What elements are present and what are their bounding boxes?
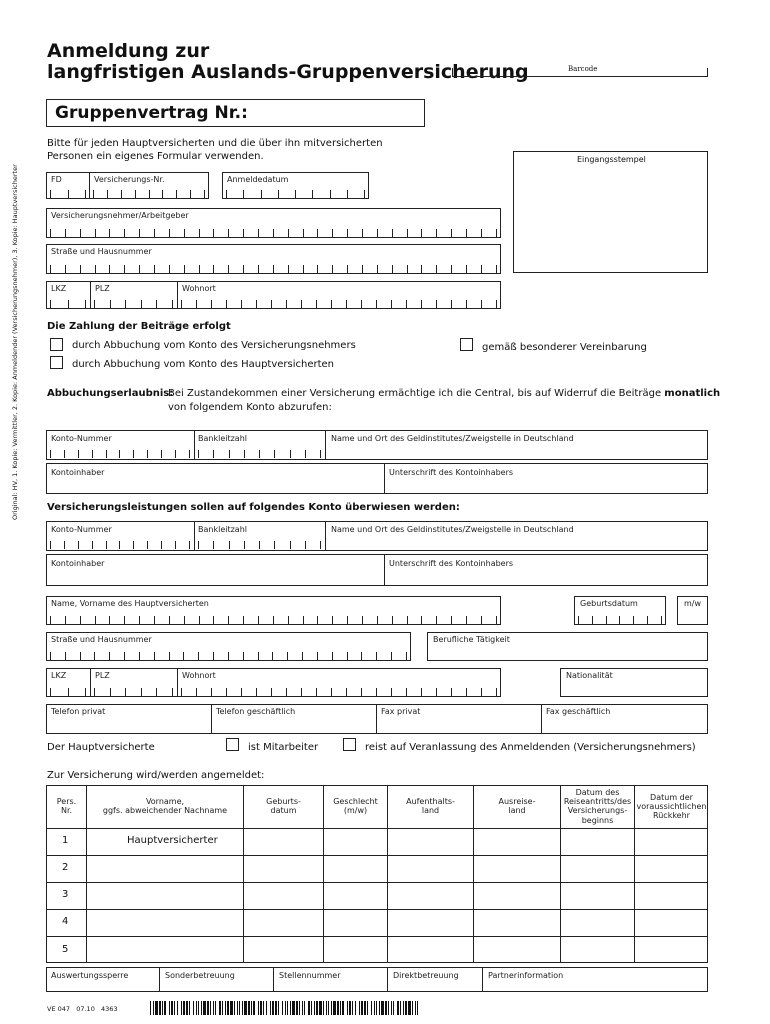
barcode-bar xyxy=(323,1001,324,1015)
barcode-bar xyxy=(150,1001,151,1015)
barcode-bar xyxy=(349,1001,351,1015)
col-header-beginn-2: Reiseantritts/des xyxy=(563,797,632,807)
barcode-bar xyxy=(225,1001,226,1015)
instruction-line1: Bitte für jeden Hauptversicherten und die über ihn mitversicherten xyxy=(47,138,383,149)
barcode-bar xyxy=(285,1001,286,1015)
barcode-bar xyxy=(242,1001,243,1015)
barcode-bar xyxy=(181,1001,182,1015)
barcode-bar xyxy=(302,1001,303,1015)
hv-geburtsdatum-ticks xyxy=(578,616,662,624)
barcode-bar xyxy=(405,1001,407,1015)
barcode-bar xyxy=(415,1001,416,1015)
hv-fax-privat-label[interactable]: Fax privat xyxy=(381,707,421,716)
barcode-bar xyxy=(355,1001,356,1015)
hv-lkz-label: LKZ xyxy=(51,671,67,680)
row-1-name[interactable]: Hauptversicherter xyxy=(127,835,218,846)
footer-stellennummer[interactable]: Stellennummer xyxy=(279,971,341,980)
abbuchung-text2: von folgendem Konto abzurufen: xyxy=(168,402,332,413)
barcode-bar xyxy=(388,1001,389,1015)
barcode-bar xyxy=(266,1001,267,1015)
barcode-bar xyxy=(314,1001,315,1015)
barcode-bar xyxy=(282,1001,283,1015)
barcode-bar xyxy=(316,1001,318,1015)
plz-ticks[interactable] xyxy=(94,300,173,308)
konto1-inhaber-label: Kontoinhaber xyxy=(51,468,105,477)
plz-label: PLZ xyxy=(95,284,110,293)
barcode-bar xyxy=(213,1001,214,1015)
fd-label: FD xyxy=(51,175,62,184)
veranlassung-checkbox[interactable] xyxy=(343,738,356,751)
barcode-bar xyxy=(263,1001,264,1015)
vn-arbeitgeber-label: Versicherungsnehmer/Arbeitgeber xyxy=(51,211,189,220)
konto2-row2 xyxy=(46,554,708,586)
barcode-bar xyxy=(331,1001,332,1015)
col-header-rueckkehr-3: Rückkehr xyxy=(653,811,690,821)
barcode-bar xyxy=(278,1001,279,1015)
barcode-bar xyxy=(340,1001,341,1015)
konto1-unterschrift-label: Unterschrift des Kontoinhabers xyxy=(389,468,514,477)
konto1-row2 xyxy=(46,463,708,494)
hv-lkz-ticks[interactable] xyxy=(50,688,86,696)
barcode-bar xyxy=(186,1001,188,1015)
barcode-bar xyxy=(361,1001,363,1015)
barcode-graphic xyxy=(150,1001,420,1015)
barcode-bar xyxy=(311,1001,312,1015)
barcode-bar xyxy=(234,1001,235,1015)
barcode-label: Barcode xyxy=(568,65,598,73)
barcode-bar xyxy=(270,1001,271,1015)
col-header-beginn-4: beginns xyxy=(581,815,614,825)
barcode-bar xyxy=(408,1001,411,1015)
col-header-beginn-3: Versicherungs- xyxy=(567,806,628,816)
barcode-bar xyxy=(210,1001,211,1015)
fd-ticks xyxy=(50,190,86,198)
barcode-bar xyxy=(391,1001,392,1015)
barcode-bar xyxy=(292,1001,295,1015)
row-4-nr: 4 xyxy=(62,916,69,927)
hv-beruf-label: Berufliche Tätigkeit xyxy=(433,635,510,644)
konto1-nummer-label: Konto-Nummer xyxy=(51,434,112,443)
col-header-geburtsdatum-2: datum xyxy=(270,806,297,816)
barcode-bar xyxy=(287,1001,288,1015)
barcode-bar xyxy=(162,1001,163,1015)
barcode-bar xyxy=(393,1001,394,1015)
hv-strasse-ticks xyxy=(50,652,407,660)
col-header-ausreiseland-2: land xyxy=(508,806,526,816)
row-3-nr: 3 xyxy=(62,889,69,900)
barcode-bar xyxy=(253,1001,255,1015)
barcode-bar xyxy=(260,1001,262,1015)
barcode-bar xyxy=(290,1001,291,1015)
wohnort-ticks[interactable] xyxy=(181,300,497,308)
barcode-bar xyxy=(251,1001,252,1015)
vn-arbeitgeber-ticks xyxy=(50,229,497,237)
col-header-geschlecht-2: (m/w) xyxy=(343,806,368,816)
zahlung-vereinbarung-label: gemäß besonderer Vereinbarung xyxy=(482,342,647,353)
barcode-bar xyxy=(201,1001,202,1015)
barcode-bar xyxy=(376,1001,377,1015)
barcode-bar xyxy=(364,1001,366,1015)
col-header-nr-1: Pers. xyxy=(56,797,77,806)
barcode-bar xyxy=(164,1001,166,1015)
barcode-bar xyxy=(374,1001,375,1015)
barcode-bar xyxy=(304,1001,305,1015)
konto2-blz-label: Bankleitzahl xyxy=(198,525,247,534)
lkz-ticks[interactable] xyxy=(50,300,86,308)
side-copy-distribution: Original: HV, 1. Kopie: Vermittler, 2. Kopie: Anmeldender (Versicherungsnehmer), 3. Kopie: Hauptversicherter xyxy=(11,164,19,520)
barcode-bar xyxy=(371,1001,372,1015)
lkz-label: LKZ xyxy=(51,284,67,293)
footer-direktbetreuung[interactable]: Direktbetreuung xyxy=(393,971,459,980)
veranlassung-label: reist auf Veranlassung des Anmeldenden (Versicherungsnehmers) xyxy=(365,742,696,753)
barcode-bar xyxy=(183,1001,185,1015)
mitarbeiter-checkbox[interactable] xyxy=(226,738,239,751)
footer-row xyxy=(46,967,708,992)
barcode-bar xyxy=(215,1001,216,1015)
barcode-bar xyxy=(275,1001,277,1015)
barcode-bar xyxy=(171,1001,173,1015)
barcode-bar xyxy=(198,1001,199,1015)
konto2-nummer-label: Konto-Nummer xyxy=(51,525,112,534)
zahlung-vn-checkbox[interactable] xyxy=(50,338,63,351)
col-header-aufenthaltsland-2: land xyxy=(421,806,440,816)
barcode-bar xyxy=(412,1001,413,1015)
row-5-nr: 5 xyxy=(62,944,69,955)
konto1-blz-label: Bankleitzahl xyxy=(198,434,247,443)
barcode-bar xyxy=(189,1001,190,1015)
zahlung-vn-label: durch Abbuchung vom Konto des Versicherungsnehmers xyxy=(72,340,356,351)
barcode-bar xyxy=(397,1001,399,1015)
barcode-bar xyxy=(296,1001,298,1015)
zahlung-hv-label: durch Abbuchung vom Konto des Hauptversicherten xyxy=(72,359,335,370)
col-header-nr xyxy=(47,797,86,815)
barcode-bar xyxy=(230,1001,233,1015)
barcode-bar xyxy=(272,1001,274,1015)
barcode-bar xyxy=(319,1001,322,1015)
eingangsstempel-label: Eingangsstempel xyxy=(577,155,646,164)
col-header-ausreiseland-1: Ausreise- xyxy=(498,797,536,806)
zahlung-heading: Die Zahlung der Beiträge erfolgt xyxy=(47,321,231,332)
barcode-bar xyxy=(222,1001,223,1015)
anmeldedatum-label: Anmeldedatum xyxy=(227,175,289,184)
barcode-bar xyxy=(244,1001,247,1015)
col-header-name-2: ggfs. abweichender Nachname xyxy=(102,806,228,816)
col-header-geburtsdatum-1: Geburts- xyxy=(266,797,301,806)
barcode-bar xyxy=(153,1001,154,1015)
barcode-bar xyxy=(326,1001,327,1015)
hv-fax-gesch-label[interactable]: Fax geschäftlich xyxy=(546,707,611,716)
hv-strasse-label: Straße und Hausnummer xyxy=(51,635,152,644)
hv-mw-label: m/w xyxy=(684,599,702,608)
barcode-bar xyxy=(352,1001,353,1015)
barcode-bar xyxy=(207,1001,209,1015)
footer-sonderbetreuung[interactable]: Sonderbetreuung xyxy=(165,971,235,980)
col-header-ausreiseland xyxy=(474,797,560,815)
barcode-bar xyxy=(328,1001,329,1015)
form-title-line2: langfristigen Auslands-Gruppenversicherung xyxy=(47,61,529,83)
konto2-unterschrift-label: Unterschrift des Kontoinhabers xyxy=(389,559,514,568)
abbuchung-label: Abbuchungserlaubnis: xyxy=(47,388,174,399)
barcode-bar xyxy=(237,1001,238,1015)
vers-nr-ticks xyxy=(93,190,205,198)
barcode-bar xyxy=(347,1001,348,1015)
konto2-institut-label: Name und Ort des Geldinstitutes/Zweigstelle in Deutschland xyxy=(331,525,574,534)
barcode-bar xyxy=(174,1001,175,1015)
row-2-nr: 2 xyxy=(62,862,69,873)
barcode-bar xyxy=(239,1001,240,1015)
konto2-inhaber-label: Kontoinhaber xyxy=(51,559,105,568)
hv-tel-gesch-label[interactable]: Telefon geschäftlich xyxy=(216,707,296,716)
zahlung-vereinbarung-checkbox[interactable] xyxy=(460,338,473,351)
barcode-bar xyxy=(333,1001,336,1015)
barcode-bar xyxy=(258,1001,259,1015)
hv-tel-privat-label[interactable]: Telefon privat xyxy=(51,707,106,716)
col-header-geschlecht-1: Geschlecht xyxy=(333,797,378,806)
col-header-geburtsdatum xyxy=(244,797,323,815)
barcode-bar xyxy=(227,1001,229,1015)
hv-wohnort-ticks[interactable] xyxy=(181,688,497,696)
abbuchung-text1 xyxy=(168,389,720,399)
konto1-blz-ticks[interactable] xyxy=(198,450,321,458)
konto1-nummer-ticks[interactable] xyxy=(50,450,190,458)
footer-partnerinformation[interactable]: Partnerinformation xyxy=(488,971,564,980)
col-header-geschlecht xyxy=(324,797,387,815)
hv-geburtsdatum-label: Geburtsdatum xyxy=(580,599,638,608)
gruppenvertrag-label: Gruppenvertrag Nr.: xyxy=(55,103,248,123)
leistungen-heading: Versicherungsleistungen sollen auf folgendes Konto überwiesen werden: xyxy=(47,502,460,513)
barcode-bar xyxy=(308,1001,310,1015)
barcode-bar xyxy=(159,1001,161,1015)
col-header-aufenthaltsland-1: Aufenthalts- xyxy=(406,797,455,806)
hv-name-ticks xyxy=(50,616,497,624)
col-header-aufenthaltsland xyxy=(388,797,473,815)
strasse-label: Straße und Hausnummer xyxy=(51,247,152,256)
hv-plz-label: PLZ xyxy=(95,671,110,680)
form-title-line1: Anmeldung zur xyxy=(47,40,210,62)
footer-auswertungssperre[interactable]: Auswertungssperre xyxy=(51,971,129,980)
col-header-rueckkehr xyxy=(635,793,708,821)
col-header-name-1: Vorname, xyxy=(145,797,185,806)
barcode-bar xyxy=(193,1001,194,1015)
barcode-bar xyxy=(337,1001,339,1015)
barcode-bar xyxy=(359,1001,360,1015)
konto1-institut-label: Name und Ort des Geldinstitutes/Zweigstelle in Deutschland xyxy=(331,434,574,443)
konto2-nummer-ticks[interactable] xyxy=(50,541,190,549)
barcode-bar xyxy=(196,1001,197,1015)
barcode-bar xyxy=(400,1001,401,1015)
barcode-bar xyxy=(203,1001,206,1015)
row-1-nr: 1 xyxy=(62,835,69,846)
barcode-bar xyxy=(299,1001,300,1015)
konto2-blz-ticks[interactable] xyxy=(198,541,321,549)
abbuchung-monatlich: monatlich xyxy=(664,388,721,399)
instruction-line2: Personen ein eigenes Formular verwenden. xyxy=(47,151,264,162)
barcode-bar xyxy=(177,1001,178,1015)
barcode-bar xyxy=(379,1001,380,1015)
table-intro: Zur Versicherung wird/werden angemeldet: xyxy=(47,770,265,781)
vers-nr-label: Versicherungs-Nr. xyxy=(94,175,165,184)
barcode-bar xyxy=(219,1001,221,1015)
mitarbeiter-label: ist Mitarbeiter xyxy=(248,742,319,753)
barcode-bar xyxy=(169,1001,170,1015)
col-header-rueckkehr-1: Datum der xyxy=(650,793,693,802)
col-header-rueckkehr-2: voraussichtlichen xyxy=(636,802,707,812)
barcode-bar xyxy=(403,1001,404,1015)
hv-name-label: Name, Vorname des Hauptversicherten xyxy=(51,599,209,608)
col-header-nr-2: Nr. xyxy=(60,806,73,816)
barcode-bar xyxy=(381,1001,384,1015)
abbuchung-text1-span: Bei Zustandekommen einer Versicherung ermächtige ich die Central, bis auf Widerruf die Beiträge xyxy=(168,388,662,399)
hv-wohnort-label: Wohnort xyxy=(182,671,216,680)
barcode-bar xyxy=(417,1001,418,1015)
wohnort-label: Wohnort xyxy=(182,284,216,293)
barcode-bar xyxy=(367,1001,368,1015)
col-header-beginn xyxy=(561,788,634,825)
barcode-bar xyxy=(155,1001,158,1015)
anmeldedatum-ticks xyxy=(226,190,365,198)
hv-plz-ticks[interactable] xyxy=(94,688,173,696)
barcode-bar xyxy=(385,1001,387,1015)
der-hv-label: Der Hauptversicherte xyxy=(47,742,155,753)
hv-nationalitaet-label: Nationalität xyxy=(566,671,613,680)
zahlung-hv-checkbox[interactable] xyxy=(50,356,63,369)
col-header-beginn-1: Datum des xyxy=(575,788,620,797)
barcode-bar xyxy=(342,1001,344,1015)
strasse-ticks xyxy=(50,265,497,273)
form-code: VE 047 07.10 4363 xyxy=(47,1005,118,1013)
col-header-name xyxy=(87,797,243,815)
barcode-bar xyxy=(248,1001,250,1015)
eingangsstempel-box xyxy=(513,151,708,273)
